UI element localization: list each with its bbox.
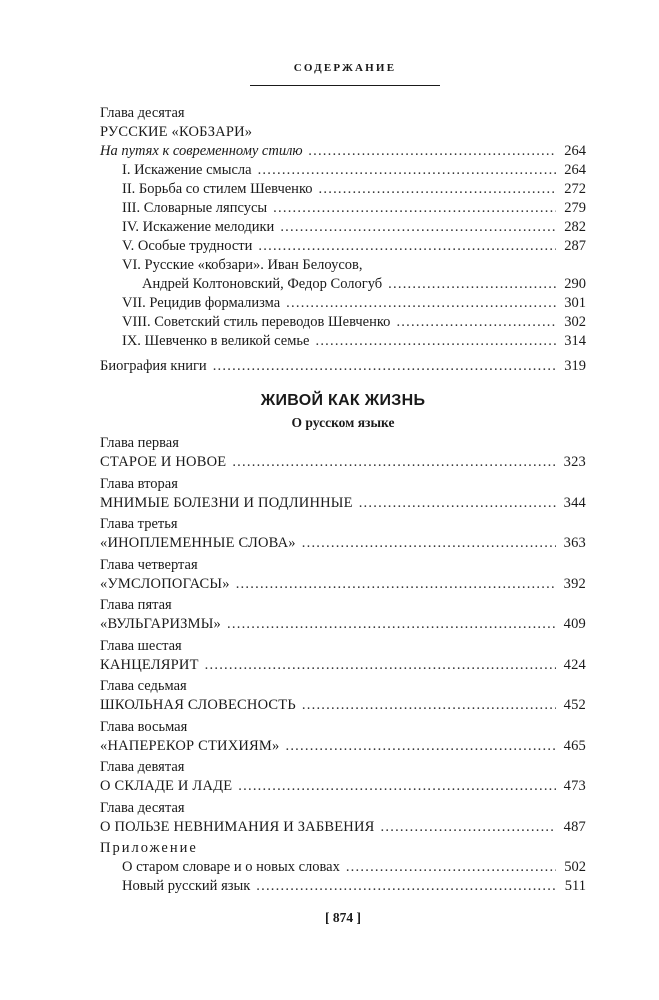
toc-entry-biography[interactable] [100,357,586,376]
dot-leader [319,180,556,199]
dot-leader [238,777,556,796]
toc-entry-subtitle[interactable] [100,142,586,161]
chapter-entry[interactable] [100,799,586,840]
entry-text-line1: VI. Русские «кобзари». Иван Белоусов, [122,257,363,273]
toc-entry[interactable] [100,161,586,180]
chapter-label: Глава пятая [100,597,172,613]
page-number: [ 874 ] [325,910,361,925]
chapter-entry[interactable] [100,515,586,556]
dot-leader [232,453,556,472]
chapter-title: ШКОЛЬНАЯ СЛОВЕСНОСТЬ [100,697,296,713]
chapter-title: «ИНОПЛЕМЕННЫЕ СЛОВА» [100,535,296,551]
chapter-page: 465 [563,737,586,754]
chapter-page: 473 [563,778,586,794]
chapter-entry[interactable] [100,434,586,475]
entry-page: 319 [564,358,586,374]
entry-text: Новый русский язык [122,878,251,894]
entry-text: I. Искажение смысла [122,162,252,178]
entry-text: III. Словарные ляпсусы [122,200,268,216]
chapter-label: Глава десятая [100,105,185,121]
chapter-title: «УМСЛОПОГАСЫ» [100,575,230,592]
dot-leader [236,575,556,594]
appendix-entry[interactable] [100,858,586,877]
book-title: ЖИВОЙ КАК ЖИЗНЬ [260,392,426,409]
dot-leader [346,858,556,877]
dot-leader [258,237,556,256]
chapter-label: Глава первая [100,435,179,451]
chapter-entry[interactable] [100,677,586,718]
book-subtitle: О русском языке [291,415,395,430]
entry-text: VII. Рецидив формализма [122,295,281,311]
chapter-label: Глава восьмая [100,718,188,735]
toc-entry-multiline[interactable] [100,256,586,294]
toc-page [100,0,586,1000]
chapter-entry[interactable] [100,556,586,597]
entry-page: 279 [564,200,586,216]
toc-entry[interactable] [100,180,586,199]
chapter-label: Глава девятая [100,759,185,775]
chapter-title: О СКЛАДЕ И ЛАДЕ [100,778,233,794]
dot-leader [315,332,556,351]
entry-text: V. Особые трудности [122,238,253,254]
chapter-label: Глава шестая [100,637,182,654]
entry-page: 264 [564,162,586,178]
toc-entry[interactable] [100,313,586,332]
chapter-page: 344 [563,494,586,511]
chapter-label: Глава десятая [100,799,185,816]
toc-entry[interactable] [100,218,586,237]
toc-entry[interactable] [100,294,586,313]
chapter-entry[interactable] [100,718,586,759]
chapter-page: 323 [563,454,586,470]
dot-leader [396,313,556,332]
chapters-list [100,434,586,839]
dot-leader [302,534,556,553]
dot-leader [359,494,556,513]
chapter-entry[interactable] [100,637,586,678]
entry-text: IX. Шевченко в великой семье [122,333,310,349]
dot-leader [285,737,556,756]
appendix-entry[interactable] [100,877,586,896]
entry-page: 282 [564,219,586,235]
chapter-title: СТАРОЕ И НОВОЕ [100,454,227,470]
dot-leader [256,877,556,896]
running-head: СОДЕРЖАНИЕ [293,62,397,74]
chapter-title: О ПОЛЬЗЕ НЕВНИМАНИЯ И ЗАБВЕНИЯ [100,818,375,835]
entry-page: 290 [564,276,586,292]
dot-leader [302,696,556,715]
chapter-title: «ВУЛЬГАРИЗМЫ» [100,616,222,632]
appendix-label: Приложение [100,840,198,856]
entry-page: 511 [564,878,586,894]
entry-page: 301 [564,295,586,311]
dot-leader [309,142,556,161]
chapter-page: 424 [563,656,586,673]
chapter-label: Глава седьмая [100,678,187,694]
toc-entry[interactable] [100,332,586,351]
appendix-section [100,839,586,896]
dot-leader [280,218,556,237]
chapter-page: 409 [563,616,586,632]
entry-page: 302 [564,314,586,330]
chapter-page: 487 [563,818,586,835]
chapter-title: «НАПЕРЕКОР СТИХИЯМ» [100,737,280,754]
entry-page: 314 [564,333,586,349]
chapter-entry[interactable] [100,758,586,799]
entry-text: О старом словаре и о новых словах [122,859,340,875]
entry-page: 264 [564,143,586,159]
entry-text-line2: Андрей Колтоновский, Федор Сологуб [142,276,383,292]
dot-leader [227,615,556,634]
dot-leader [205,656,556,675]
dot-leader [213,357,556,376]
chapter-entry[interactable] [100,475,586,516]
entry-text: Биография книги [100,358,207,374]
chapter-label: Глава вторая [100,475,178,492]
dot-leader [381,818,556,837]
running-head-rule [250,85,440,86]
chapter-title: РУССКИЕ «КОБЗАРИ» [100,124,253,140]
dot-leader [273,199,556,218]
entry-text: VIII. Советский стиль переводов Шевченко [122,314,391,330]
dot-leader [258,161,556,180]
section-chapter-ten [100,104,586,376]
chapter-entry[interactable] [100,596,586,637]
dot-leader [286,294,556,313]
dot-leader [388,275,556,294]
entry-page: 272 [564,181,586,197]
chapter-page: 392 [563,575,586,592]
entry-text: II. Борьба со стилем Шевченко [122,181,313,197]
chapter-page: 452 [563,697,586,713]
chapter-label: Глава третья [100,516,178,532]
toc-entry[interactable] [100,199,586,218]
chapter-label: Глава четвертая [100,556,198,573]
chapter-title: МНИМЫЕ БОЛЕЗНИ И ПОДЛИННЫЕ [100,494,353,511]
entry-page: 502 [564,859,586,875]
chapter-title: КАНЦЕЛЯРИТ [100,656,199,673]
entry-text: На путях к современному стилю [100,143,303,159]
entry-text: IV. Искажение мелодики [122,219,275,235]
toc-entry[interactable] [100,237,586,256]
entry-page: 287 [564,238,586,254]
chapter-page: 363 [563,535,586,551]
